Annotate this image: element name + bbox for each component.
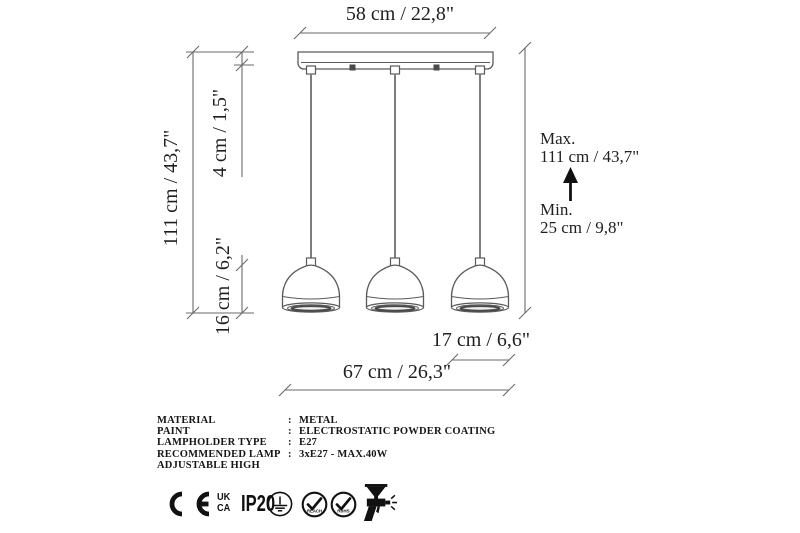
- dim-canopy-height: 4 cm / 1,5": [209, 88, 231, 178]
- spec-colon: :: [288, 448, 292, 460]
- spec-row-lampholder: [157, 437, 495, 448]
- dim-span-width: 67 cm / 26,3": [342, 361, 452, 383]
- spec-value: E27: [299, 437, 318, 449]
- class1-earth-icon: [267, 491, 293, 517]
- spec-colon: :: [288, 426, 292, 438]
- spec-label: PAINT: [157, 426, 190, 438]
- ceiling-bar: [298, 52, 493, 74]
- pendant-cords: [311, 74, 480, 259]
- ce-mark-icon: [163, 491, 211, 517]
- ip20-rating: IP20: [241, 490, 276, 516]
- rohs-check-icon: [330, 491, 357, 518]
- pendant-shade-left: [283, 258, 340, 312]
- spec-value: 3xE27 - MAX.40W: [299, 448, 388, 460]
- spec-colon: :: [288, 415, 292, 426]
- powder-coating-gun-icon: [361, 484, 398, 523]
- spec-value: METAL: [299, 415, 338, 426]
- cord-grip: [476, 66, 485, 74]
- mount-bolt: [350, 65, 356, 71]
- spec-label: MATERIAL: [157, 415, 216, 426]
- min-value: 25 cm / 9,8": [540, 218, 624, 237]
- spec-table: [157, 415, 495, 471]
- dim-total-height: 111 cm / 43,7": [160, 129, 182, 247]
- pendant-shade-middle: [367, 258, 424, 312]
- spec-label: RECOMMENDED LAMP: [157, 448, 281, 460]
- spec-label: LAMPHOLDER TYPE: [157, 437, 267, 449]
- up-arrow-icon: [563, 167, 578, 201]
- reach-check-icon: [301, 491, 328, 518]
- max-label: Max.: [540, 129, 576, 148]
- max-value: 111 cm / 43,7": [540, 147, 640, 166]
- spec-value: ELECTROSTATIC POWDER COATING: [299, 426, 496, 438]
- min-label: Min.: [540, 200, 573, 219]
- cord-grip: [307, 66, 316, 74]
- spec-row-material: [157, 415, 495, 426]
- spec-row-paint: [157, 426, 495, 437]
- spec-colon: :: [288, 437, 292, 449]
- ukca-line1: UK: [217, 492, 231, 503]
- ukca-line2: CA: [217, 502, 231, 514]
- dim-shade-width: 17 cm / 6,6": [431, 329, 531, 351]
- spec-row-adjustable: [157, 460, 495, 471]
- pendant-shade-right: [452, 258, 509, 312]
- mount-bolt: [434, 65, 440, 71]
- dim-shade-height: 16 cm / 6,2": [212, 236, 234, 336]
- spec-row-recommended-lamp: [157, 449, 495, 460]
- ukca-mark-icon: [217, 493, 230, 514]
- rohs-label: RoHS: [337, 508, 350, 514]
- spec-label: ADJUSTABLE HIGH: [157, 459, 260, 471]
- spec-colon: [288, 460, 299, 471]
- reach-label: REACH: [307, 508, 322, 514]
- dim-top-width: 58 cm / 22,8": [345, 3, 455, 25]
- cord-grip: [391, 66, 400, 74]
